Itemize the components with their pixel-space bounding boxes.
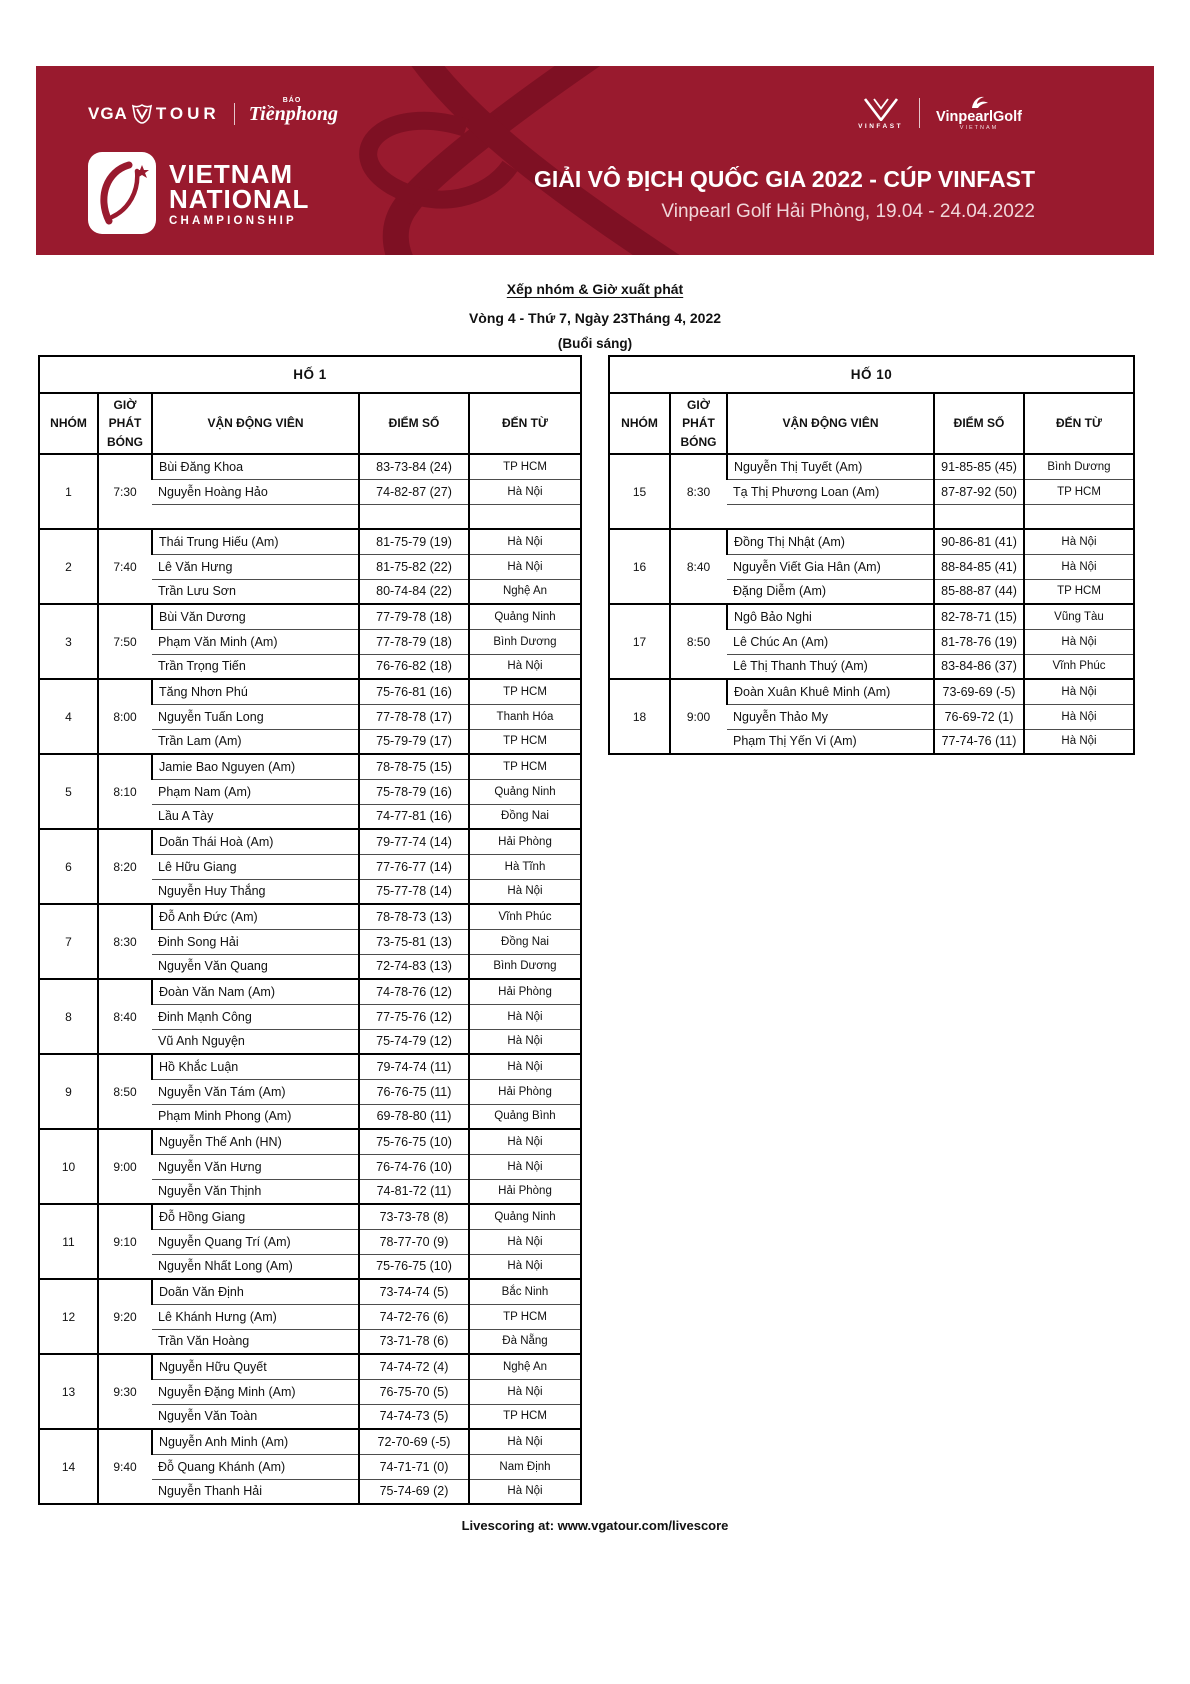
player-row [609,679,1134,704]
hometown-cell: Hà Nội [469,1054,581,1079]
column-header: GIỜ PHÁT BÓNG [98,393,152,454]
score-cell: 69-78-80 (11) [359,1104,469,1129]
hometown-cell: Quảng Bình [469,1104,581,1129]
score-cell: 78-77-70 (9) [359,1229,469,1254]
player-name-cell: Nguyễn Hoàng Hảo [152,479,359,504]
group-number-cell: 7 [39,904,98,979]
player-name-cell: Trần Lam (Am) [152,729,359,754]
player-name-cell: Nguyễn Văn Toàn [152,1404,359,1429]
column-header-row [609,393,1134,454]
group-number-cell: 17 [609,604,670,679]
group-number-cell: 10 [39,1129,98,1204]
player-name-cell: Trần Trọng Tiến [152,654,359,679]
hometown-cell: Hà Nội [469,554,581,579]
hometown-cell: Hải Phòng [469,829,581,854]
hometown-cell: TP HCM [1024,479,1134,504]
player-name-cell: Bùi Văn Dương [152,604,359,629]
sponsor-logos [858,88,1022,138]
vinfast-label: VINFAST [858,122,904,130]
player-row [39,679,581,704]
hometown-cell: Vĩnh Phúc [469,904,581,929]
group-number-cell: 9 [39,1054,98,1129]
score-cell: 73-71-78 (6) [359,1329,469,1354]
hometown-cell: Hà Nội [469,479,581,504]
tee-time-cell: 8:40 [670,529,727,604]
group-number-cell: 16 [609,529,670,604]
hometown-cell: Bình Dương [469,629,581,654]
player-name-cell: Lê Văn Hưng [152,554,359,579]
player-name-cell: Nguyễn Văn Hưng [152,1154,359,1179]
hometown-cell: Hà Nội [1024,554,1134,579]
score-cell: 74-74-73 (5) [359,1404,469,1429]
player-name-cell: Nguyễn Thế Anh (HN) [152,1129,359,1154]
score-cell [359,504,469,529]
player-name-cell: Nguyễn Tuấn Long [152,704,359,729]
logo-word-championship: CHAMPIONSHIP [169,215,297,227]
player-name-cell: Trần Lưu Sơn [152,579,359,604]
score-cell: 76-76-75 (11) [359,1079,469,1104]
player-name-cell [152,504,359,529]
session-line: (Buổi sáng) [557,336,633,351]
hole-title: HỐ 10 [609,356,1134,393]
hometown-cell: Hà Nội [1024,679,1134,704]
player-name-cell: Đoàn Văn Nam (Am) [152,979,359,1004]
player-name-cell: Nguyễn Quang Trí (Am) [152,1229,359,1254]
player-row [609,604,1134,629]
score-cell: 74-82-87 (27) [359,479,469,504]
player-name-cell: Thái Trung Hiếu (Am) [152,529,359,554]
livescoring-footer: Livescoring at: www.vgatour.com/livescore [461,1518,729,1533]
column-header: ĐIỂM SỐ [934,393,1024,454]
player-row [39,754,581,779]
vinfast-logo [858,97,903,130]
tee-time-cell: 8:20 [98,829,152,904]
group-number-cell: 4 [39,679,98,754]
hometown-cell [469,504,581,529]
player-row [39,979,581,1004]
vga-shield-icon [132,104,152,124]
player-name-cell: Trần Văn Hoàng [152,1329,359,1354]
score-cell: 87-87-92 (50) [934,479,1024,504]
hometown-cell: Hà Nội [469,1129,581,1154]
sheet-heading [0,281,1190,297]
round-line: Vòng 4 - Thứ 7, Ngày 23Tháng 4, 2022 [468,310,722,326]
player-name-cell: Nguyễn Văn Tám (Am) [152,1079,359,1104]
player-name-cell: Đinh Mạnh Công [152,1004,359,1029]
score-cell: 74-81-72 (11) [359,1179,469,1204]
golfer-swoosh-icon [95,159,149,227]
hometown-cell: Hà Nội [469,1229,581,1254]
tienphong-logo [248,97,338,125]
player-name-cell: Nguyễn Hữu Quyết [152,1354,359,1379]
hometown-cell: Hà Nội [469,1004,581,1029]
score-cell: 75-74-79 (12) [359,1029,469,1054]
score-cell: 81-75-82 (22) [359,554,469,579]
player-name-cell: Bùi Đăng Khoa [152,454,359,479]
hometown-cell [1024,504,1134,529]
tee-time-cell: 9:30 [98,1354,152,1429]
score-cell: 73-69-69 (-5) [934,679,1024,704]
hometown-cell: Đồng Nai [469,804,581,829]
logo-divider [919,98,920,128]
score-cell: 75-76-75 (10) [359,1254,469,1279]
tee-time-cell: 8:00 [98,679,152,754]
player-name-cell: Nguyễn Huy Thắng [152,879,359,904]
score-cell: 76-76-82 (18) [359,654,469,679]
hometown-cell: Hà Nội [1024,704,1134,729]
hometown-cell: Nam Định [469,1454,581,1479]
hometown-cell: TP HCM [469,754,581,779]
column-header: NHÓM [39,393,98,454]
player-name-cell: Jamie Bao Nguyen (Am) [152,754,359,779]
logo-word-vietnam: VIETNAM [169,159,293,189]
media-logos [88,97,338,126]
player-name-cell: Lê Hữu Giang [152,854,359,879]
column-header: NHÓM [609,393,670,454]
vga-logo-text: VGA [88,104,128,123]
player-row [39,1204,581,1229]
player-row [39,604,581,629]
hometown-cell: Quảng Ninh [469,779,581,804]
tee-time-cell: 9:40 [98,1429,152,1504]
player-name-cell: Nguyễn Thanh Hải [152,1479,359,1504]
group-number-cell: 1 [39,454,98,529]
score-cell: 72-70-69 (-5) [359,1429,469,1454]
tee-time-cell: 9:10 [98,1204,152,1279]
score-cell [934,504,1024,529]
player-name-cell: Nguyễn Viết Gia Hân (Am) [727,554,934,579]
tee-time-cell: 8:30 [670,454,727,529]
player-row [609,454,1134,479]
player-name-cell: Vũ Anh Nguyện [152,1029,359,1054]
score-cell: 75-77-78 (14) [359,879,469,904]
hometown-cell: Hà Nội [469,1154,581,1179]
hometown-cell: Hà Tĩnh [469,854,581,879]
score-cell: 75-76-75 (10) [359,1129,469,1154]
tienphong-bao-label: BÁO [282,97,302,104]
player-name-cell: Phạm Thị Yến Vi (Am) [727,729,934,754]
player-name-cell: Đồng Thị Nhật (Am) [727,529,934,554]
hometown-cell: Hà Nội [469,1254,581,1279]
group-number-cell: 15 [609,454,670,529]
logo-divider [234,103,235,125]
hometown-cell: TP HCM [469,679,581,704]
vinpearl-golf-logo [936,95,1022,132]
hometown-cell: Đồng Nai [469,929,581,954]
score-cell: 74-74-72 (4) [359,1354,469,1379]
hometown-cell: Vũng Tàu [1024,604,1134,629]
score-cell: 77-75-76 (12) [359,1004,469,1029]
player-name-cell: Ngô Bảo Nghi [727,604,934,629]
tienphong-label: Tiềnphong [248,103,338,125]
player-name-cell: Phạm Nam (Am) [152,779,359,804]
player-name-cell: Lầu A Tày [152,804,359,829]
score-cell: 73-73-78 (8) [359,1204,469,1229]
hometown-cell: Hải Phòng [469,1179,581,1204]
score-cell: 76-75-70 (5) [359,1379,469,1404]
score-cell: 83-73-84 (24) [359,454,469,479]
logo-word-national: NATIONAL [169,184,310,214]
hometown-cell: TP HCM [469,454,581,479]
hometown-cell: Bình Dương [469,954,581,979]
player-name-cell [727,504,934,529]
hometown-cell: Hải Phòng [469,979,581,1004]
score-cell: 82-78-71 (15) [934,604,1024,629]
score-cell: 85-88-87 (44) [934,579,1024,604]
event-title: GIẢI VÔ ĐỊCH QUỐC GIA 2022 - CÚP VINFAST [534,166,1035,192]
score-cell: 77-78-78 (17) [359,704,469,729]
player-name-cell: Đặng Diễm (Am) [727,579,934,604]
player-name-cell: Phạm Văn Minh (Am) [152,629,359,654]
tournament-banner [36,66,1154,255]
player-name-cell: Nguyễn Thị Tuyết (Am) [727,454,934,479]
player-name-cell: Lê Thị Thanh Thuý (Am) [727,654,934,679]
tee-time-cell: 7:30 [98,454,152,529]
championship-logo [88,152,309,234]
tee-times-table [38,355,582,1505]
hometown-cell: Hà Nội [1024,729,1134,754]
tee-time-cell: 8:30 [98,904,152,979]
player-row [39,1054,581,1079]
player-name-cell: Đỗ Anh Đức (Am) [152,904,359,929]
column-header: ĐẾN TỪ [469,393,581,454]
player-row [39,1429,581,1454]
tee-time-cell: 9:00 [670,679,727,754]
hometown-cell: Quảng Ninh [469,604,581,629]
tee-time-cell: 9:00 [98,1129,152,1204]
hometown-cell: Đà Nẵng [469,1329,581,1354]
hometown-cell: Hà Nội [1024,629,1134,654]
group-number-cell: 14 [39,1429,98,1504]
hometown-cell: Hà Nội [469,1379,581,1404]
player-name-cell: Lê Khánh Hưng (Am) [152,1304,359,1329]
player-name-cell: Tăng Nhơn Phú [152,679,359,704]
hole-title: HỐ 1 [39,356,581,393]
column-header: GIỜ PHÁT BÓNG [670,393,727,454]
score-cell: 74-72-76 (6) [359,1304,469,1329]
player-name-cell: Nguyễn Văn Quang [152,954,359,979]
player-name-cell: Doãn Văn Định [152,1279,359,1304]
hometown-cell: Hà Nội [469,1479,581,1504]
player-name-cell: Đỗ Quang Khánh (Am) [152,1454,359,1479]
score-cell: 90-86-81 (41) [934,529,1024,554]
score-cell: 78-78-73 (13) [359,904,469,929]
score-cell: 79-77-74 (14) [359,829,469,854]
hometown-cell: Hà Nội [1024,529,1134,554]
column-header-row [39,393,581,454]
score-cell: 75-79-79 (17) [359,729,469,754]
player-row [39,1354,581,1379]
hometown-cell: TP HCM [1024,579,1134,604]
tee-time-cell: 8:40 [98,979,152,1054]
score-cell: 81-75-79 (19) [359,529,469,554]
score-cell: 78-78-75 (15) [359,754,469,779]
tee-times-table [608,355,1135,755]
group-number-cell: 8 [39,979,98,1054]
player-name-cell: Nguyễn Thảo My [727,704,934,729]
hometown-cell: Bắc Ninh [469,1279,581,1304]
score-cell: 75-78-79 (16) [359,779,469,804]
hometown-cell: TP HCM [469,729,581,754]
tee-table-hole-1 [38,355,582,1505]
hometown-cell: Bình Dương [1024,454,1134,479]
player-name-cell: Tạ Thị Phương Loan (Am) [727,479,934,504]
score-cell: 77-76-77 (14) [359,854,469,879]
vinpearl-sub-label: VIETNAM [959,125,999,131]
hometown-cell: Nghệ An [469,579,581,604]
column-header: ĐIỂM SỐ [359,393,469,454]
tee-time-cell: 9:20 [98,1279,152,1354]
event-subtitle: Vinpearl Golf Hải Phòng, 19.04 - 24.04.2022 [661,201,1035,222]
hometown-cell: Hà Nội [469,1429,581,1454]
player-name-cell: Phạm Minh Phong (Am) [152,1104,359,1129]
sheet-heading-text: Xếp nhóm & Giờ xuất phát [506,281,684,297]
score-cell: 74-77-81 (16) [359,804,469,829]
tee-time-cell: 7:40 [98,529,152,604]
score-cell: 91-85-85 (45) [934,454,1024,479]
score-cell: 76-69-72 (1) [934,704,1024,729]
player-row [39,904,581,929]
player-row [39,1129,581,1154]
player-name-cell: Đỗ Hồng Giang [152,1204,359,1229]
hometown-cell: Vĩnh Phúc [1024,654,1134,679]
score-cell: 75-74-69 (2) [359,1479,469,1504]
vga-tour-text: TOUR [155,104,220,123]
score-cell: 81-78-76 (19) [934,629,1024,654]
player-name-cell: Đinh Song Hải [152,929,359,954]
group-number-cell: 12 [39,1279,98,1354]
hometown-cell: TP HCM [469,1304,581,1329]
score-cell: 73-75-81 (13) [359,929,469,954]
group-number-cell: 11 [39,1204,98,1279]
score-cell: 74-78-76 (12) [359,979,469,1004]
group-number-cell: 13 [39,1354,98,1429]
group-number-cell: 5 [39,754,98,829]
player-name-cell: Nguyễn Anh Minh (Am) [152,1429,359,1454]
score-cell: 76-74-76 (10) [359,1154,469,1179]
player-row [39,454,581,479]
score-cell: 77-79-78 (18) [359,604,469,629]
score-cell: 75-76-81 (16) [359,679,469,704]
group-number-cell: 2 [39,529,98,604]
hometown-cell: Hà Nội [469,879,581,904]
tee-time-cell: 8:50 [98,1054,152,1129]
hometown-cell: Hà Nội [469,1029,581,1054]
tee-time-cell: 7:50 [98,604,152,679]
hometown-cell: TP HCM [469,1404,581,1429]
column-header: ĐẾN TỪ [1024,393,1134,454]
score-cell: 80-74-84 (22) [359,579,469,604]
player-name-cell: Hồ Khắc Luận [152,1054,359,1079]
score-cell: 74-71-71 (0) [359,1454,469,1479]
player-name-cell: Lê Chúc An (Am) [727,629,934,654]
tee-time-cell: 8:50 [670,604,727,679]
score-cell: 88-84-85 (41) [934,554,1024,579]
hometown-cell: Quảng Ninh [469,1204,581,1229]
player-name-cell: Doãn Thái Hoà (Am) [152,829,359,854]
score-cell: 77-74-76 (11) [934,729,1024,754]
player-row [39,529,581,554]
hometown-cell: Thanh Hóa [469,704,581,729]
hometown-cell: Hải Phòng [469,1079,581,1104]
hometown-cell: Hà Nội [469,654,581,679]
player-row [39,1279,581,1304]
group-number-cell: 3 [39,604,98,679]
tee-table-hole-10 [608,355,1135,755]
column-header: VẬN ĐỘNG VIÊN [727,393,934,454]
vinpearl-bird-icon [969,95,989,109]
player-name-cell: Đoàn Xuân Khuê Minh (Am) [727,679,934,704]
player-name-cell: Nguyễn Văn Thịnh [152,1179,359,1204]
player-name-cell: Nguyễn Nhất Long (Am) [152,1254,359,1279]
score-cell: 77-78-79 (18) [359,629,469,654]
player-row [39,829,581,854]
player-row [609,529,1134,554]
score-cell: 79-74-74 (11) [359,1054,469,1079]
score-cell: 83-84-86 (37) [934,654,1024,679]
score-cell: 73-74-74 (5) [359,1279,469,1304]
hometown-cell: Hà Nội [469,529,581,554]
column-header: VẬN ĐỘNG VIÊN [152,393,359,454]
group-number-cell: 18 [609,679,670,754]
vinfast-v-icon [863,97,899,121]
score-cell: 72-74-83 (13) [359,954,469,979]
tee-time-cell: 8:10 [98,754,152,829]
championship-logo-words [169,159,310,227]
hometown-cell: Nghệ An [469,1354,581,1379]
group-number-cell: 6 [39,829,98,904]
player-name-cell: Nguyễn Đặng Minh (Am) [152,1379,359,1404]
vinpearl-label: VinpearlGolf [936,108,1022,125]
championship-logo-mark [88,152,156,234]
